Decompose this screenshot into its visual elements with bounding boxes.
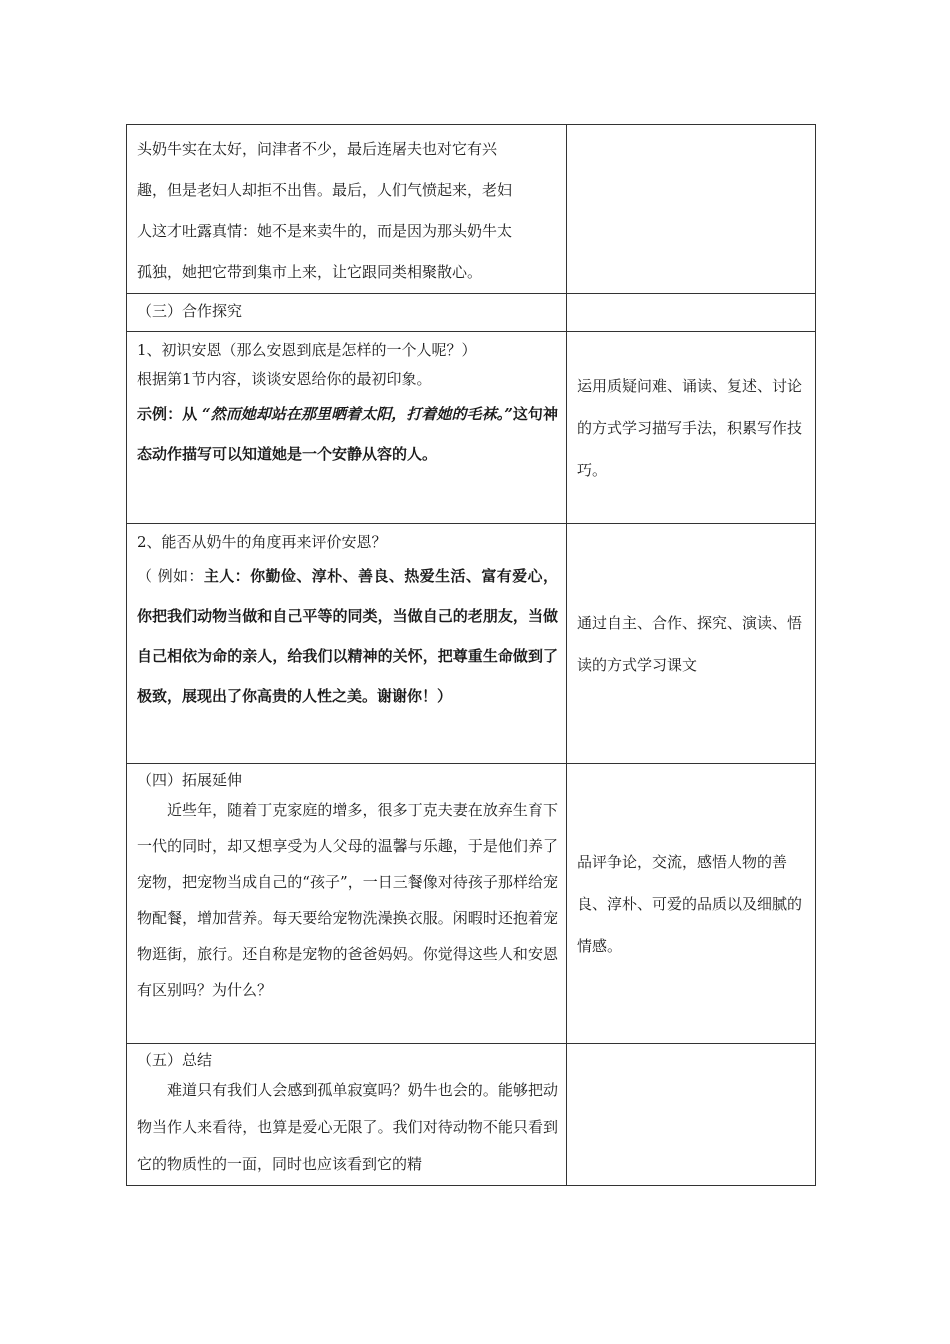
purpose-cell bbox=[567, 332, 816, 524]
section-heading: （四）拓展延伸 bbox=[137, 771, 243, 789]
purpose-text: 运用质疑问难、诵读、复述、讨论的方式学习描写手法，积累写作技巧。 bbox=[577, 376, 803, 479]
table-row bbox=[127, 294, 816, 332]
example-body: 主人：你勤俭、淳朴、善良、热爱生活、富有爱心，你把我们动物当做和自己平等的同类，当做自己的老朋友，当做自己相依为命的亲人，给我们以精神的关怀，把尊重生命做到了极致，展现出了你高贵的人性之美。谢谢你！） bbox=[137, 567, 558, 705]
text-line: 头奶牛实在太好，问津者不少，最后连屠夫也对它有兴 bbox=[137, 140, 498, 158]
purpose-cell bbox=[567, 524, 816, 764]
example-text bbox=[137, 394, 558, 474]
paragraph-text: 近些年，随着丁克家庭的增多，很多丁克夫妻在放弃生育下一代的同时，却又想享受为人父母的温馨与乐趣，于是他们养了宠物，把宠物当成自己的“孩子”，一日三餐像对待孩子那样给宠物配餐，增加营养。每天要给宠物洗澡换衣服。闲暇时还抱着宠物逛街，旅行。还自称是宠物的爸爸妈妈。你觉得这些人和安恩有区别吗？为什么？ bbox=[137, 801, 558, 999]
purpose-cell bbox=[567, 294, 816, 332]
purpose-text: 通过自主、合作、探究、演读、悟读的方式学习课文 bbox=[577, 613, 803, 674]
example-rest: 这句神态动作描写可以知道她是一个安静从容的人。 bbox=[137, 405, 558, 463]
text-line: 孤独，她把它带到集市上来，让它跟同类相聚散心。 bbox=[137, 263, 483, 281]
table-row bbox=[127, 332, 816, 524]
paragraph-text: 难道只有我们人会感到孤单寂寞吗？奶牛也会的。能够把动物当作人来看待，也算是爱心无限了。我们对待动物不能只看到它的物质性的一面，同时也应该看到它的精 bbox=[137, 1081, 558, 1173]
activity-cell bbox=[127, 524, 567, 764]
activity-cell bbox=[127, 294, 567, 332]
section-heading: （三）合作探究 bbox=[137, 302, 243, 320]
lesson-plan-table bbox=[126, 124, 816, 1186]
activity-cell bbox=[127, 1044, 567, 1186]
example-quote: “然而她却站在那里晒着太阳，打着她的毛袜。” bbox=[202, 405, 513, 423]
activity-cell bbox=[127, 332, 567, 524]
activity-cell bbox=[127, 764, 567, 1044]
purpose-cell bbox=[567, 1044, 816, 1186]
purpose-text: 品评争论，交流，感悟人物的善良、淳朴、可爱的品质以及细腻的情感。 bbox=[577, 852, 803, 955]
table-row bbox=[127, 125, 816, 294]
example-open: （ 例如： bbox=[137, 567, 204, 585]
question-text: 根据第1节内容，谈谈安恩给你的最初印象。 bbox=[137, 370, 432, 388]
table-row bbox=[127, 764, 816, 1044]
text-line: 人这才吐露真情：她不是来卖牛的，而是因为那头奶牛太 bbox=[137, 222, 513, 240]
example-text bbox=[137, 556, 558, 716]
purpose-cell bbox=[567, 764, 816, 1044]
activity-cell bbox=[127, 125, 567, 294]
purpose-cell bbox=[567, 125, 816, 294]
question-text: 1、初识安恩（那么安恩到底是怎样的一个人呢？） bbox=[137, 341, 477, 359]
table-row bbox=[127, 1044, 816, 1186]
text-line: 趣，但是老妇人却拒不出售。最后，人们气愤起来，老妇 bbox=[137, 181, 513, 199]
question-text: 2、能否从奶牛的角度再来评价安恩？ bbox=[137, 533, 387, 551]
table-row bbox=[127, 524, 816, 764]
section-heading: （五）总结 bbox=[137, 1051, 213, 1069]
example-label: 示例：从 bbox=[137, 405, 198, 423]
